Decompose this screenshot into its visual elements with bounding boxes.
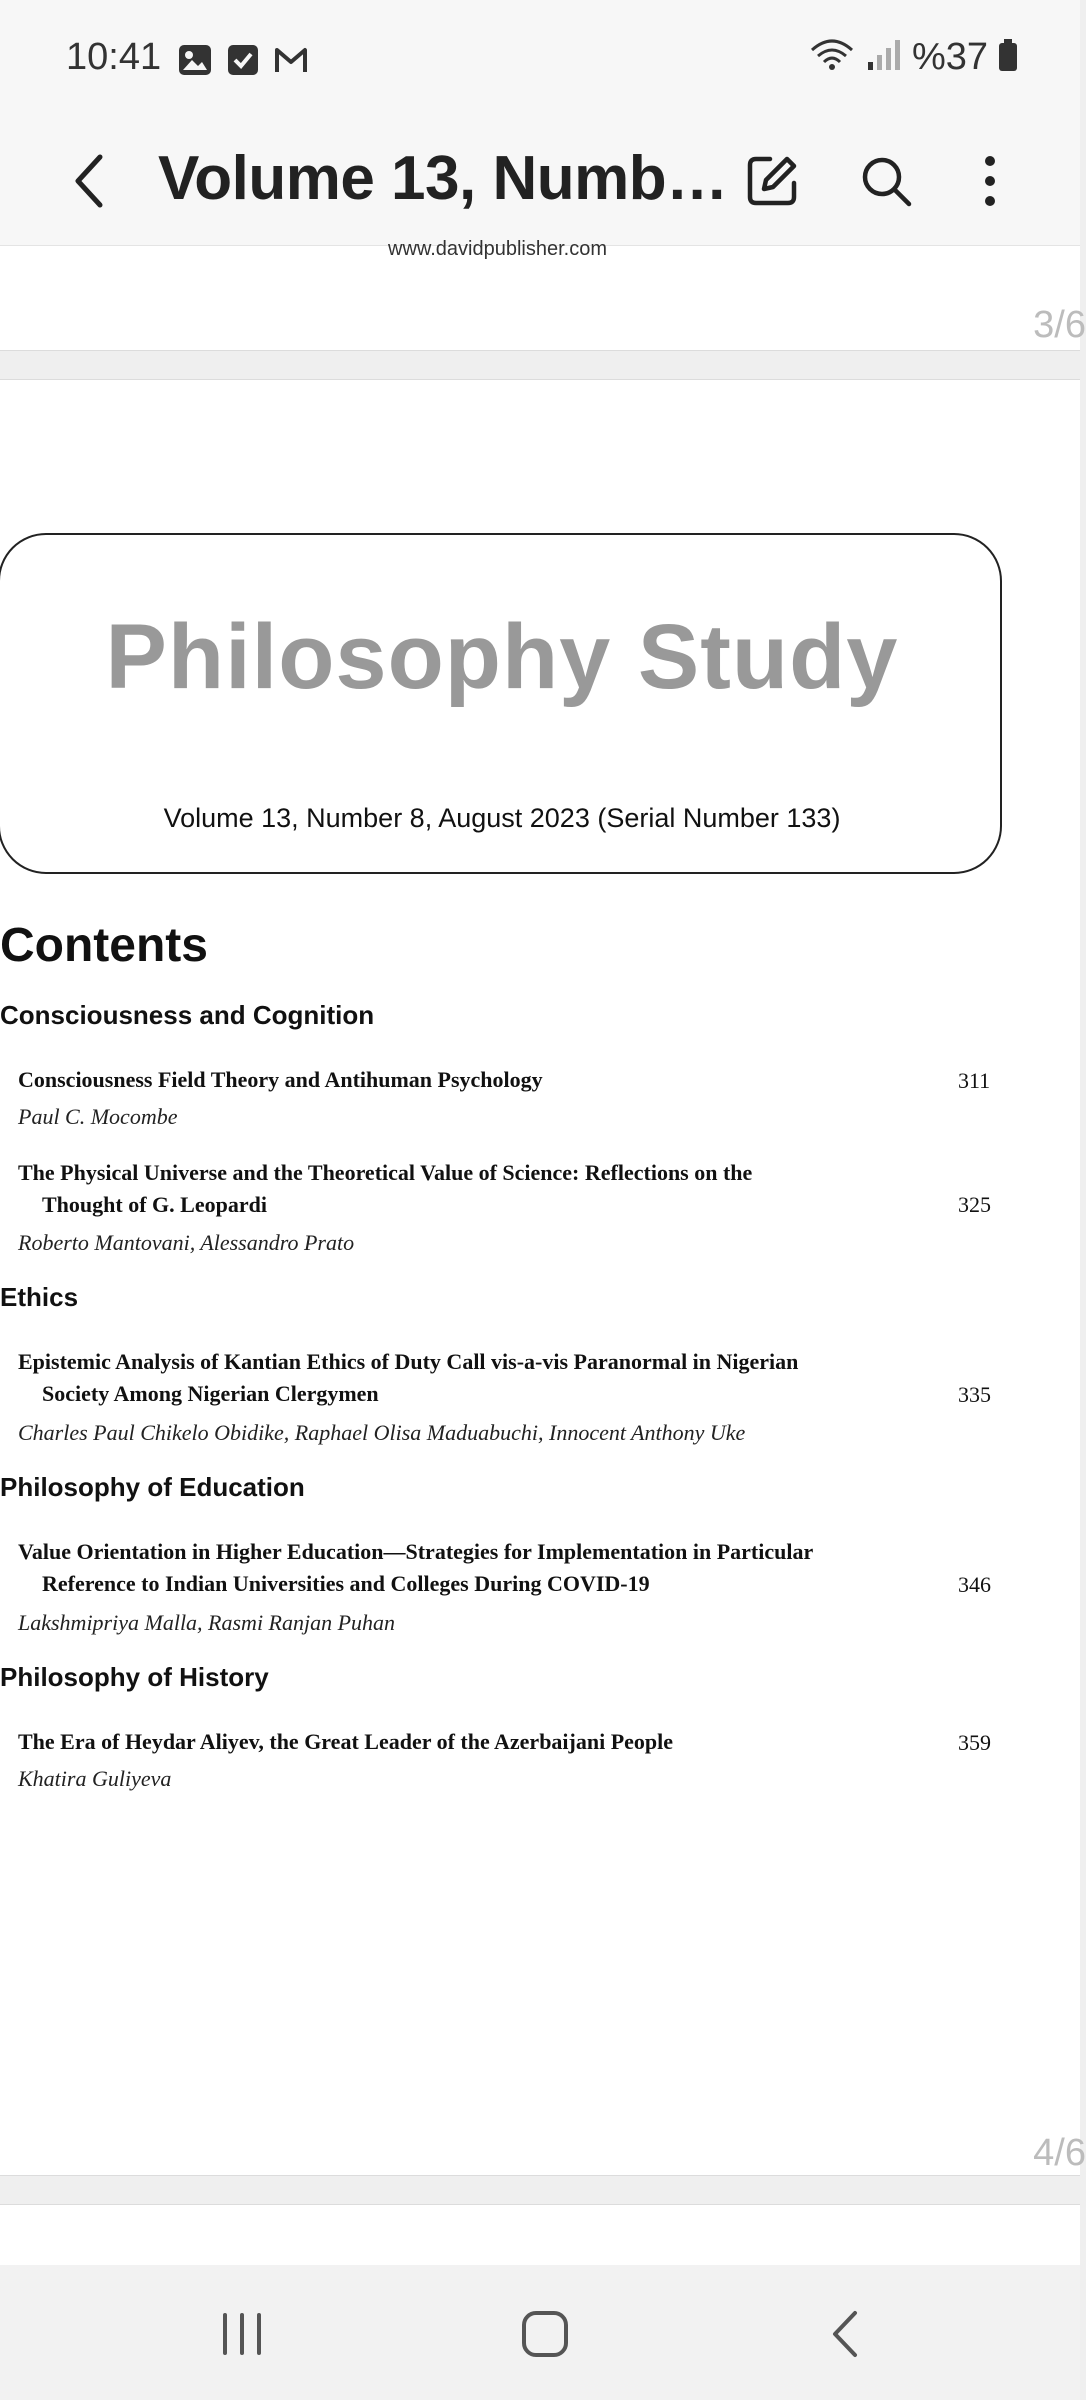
article-authors: Paul C. Mocombe: [18, 1104, 178, 1129]
section-heading: Philosophy of Education: [0, 1472, 305, 1502]
more-options-button[interactable]: [950, 138, 1030, 224]
article-title-line: The Era of Heydar Aliyev, the Great Leader of the Azerbaijani People: [18, 1729, 674, 1754]
publisher-url: www.davidpublisher.com: [388, 238, 607, 260]
page-divider: [0, 2175, 1080, 2205]
document-page[interactable]: [0, 380, 1086, 2175]
article-title-line: Society Among Nigerian Clergymen: [42, 1381, 379, 1406]
article-title[interactable]: [18, 1346, 898, 1410]
back-button[interactable]: [56, 138, 120, 224]
journal-issue: Volume 13, Number 8, August 2023 (Serial Number 133): [163, 803, 841, 833]
article-authors: Charles Paul Chikelo Obidike, Raphael Olisa Maduabuchi, Innocent Anthony Uke: [18, 1420, 746, 1445]
home-button[interactable]: [500, 2299, 590, 2369]
notification-icons: [178, 44, 308, 76]
recent-apps-icon: [219, 2311, 265, 2357]
nav-back-button[interactable]: [800, 2299, 890, 2369]
article-title[interactable]: [18, 1157, 898, 1221]
system-status: [808, 36, 1018, 79]
article-title-line: Epistemic Analysis of Kantian Ethics of Duty Call vis-a-vis Paranormal in Nigerian: [18, 1349, 799, 1374]
article-authors: Roberto Mantovani, Alessandro Prato: [18, 1230, 355, 1255]
gallery-icon: [178, 44, 212, 76]
section-heading: Consciousness and Cognition: [0, 1000, 375, 1030]
search-button[interactable]: [846, 138, 926, 224]
previous-page[interactable]: [0, 238, 1086, 350]
checkbox-icon: [226, 44, 260, 76]
article-page-number: 311: [958, 1068, 991, 1093]
page-number-indicator: 3/6: [1033, 304, 1086, 346]
document-title: Volume 13, Numb…: [158, 144, 728, 213]
article-title-line: Consciousness Field Theory and Antihuman Psychology: [18, 1067, 543, 1092]
article-title[interactable]: [18, 1064, 898, 1096]
edit-icon: [744, 153, 800, 209]
article-page-number: 359: [958, 1730, 991, 1755]
edit-button[interactable]: [732, 138, 812, 224]
article-title-line: The Physical Universe and the Theoretical Value of Science: Reflections on the: [18, 1160, 753, 1185]
page-number-indicator: 4/6: [1033, 2132, 1086, 2174]
recent-apps-button[interactable]: [197, 2299, 287, 2369]
article-authors: Khatira Guliyeva: [18, 1766, 172, 1791]
status-time: 10:41: [66, 36, 162, 78]
article-title-line: Value Orientation in Higher Education—Strategies for Implementation in Particular: [18, 1539, 814, 1564]
section-heading: Ethics: [0, 1282, 79, 1312]
signal-icon: [866, 38, 902, 77]
article-page-number: 346: [958, 1572, 991, 1597]
article-title[interactable]: [18, 1726, 898, 1758]
wifi-icon: [808, 38, 856, 77]
page-divider: [0, 350, 1080, 380]
home-icon: [520, 2309, 570, 2359]
next-page[interactable]: [0, 2205, 1080, 2265]
status-bar: [0, 0, 1080, 118]
section-heading: Philosophy of History: [0, 1662, 269, 1692]
journal-header-box: [0, 533, 1002, 874]
battery-icon: [998, 38, 1018, 77]
contents-heading: Contents: [0, 919, 208, 972]
journal-title: Philosophy Study: [105, 606, 899, 708]
more-vertical-icon: [980, 153, 1000, 209]
back-arrow-icon: [68, 151, 108, 211]
gmail-icon: [274, 44, 308, 76]
article-title-line: Reference to Indian Universities and Colleges During COVID-19: [42, 1571, 650, 1596]
article-title[interactable]: [18, 1536, 898, 1600]
article-title-line: Thought of G. Leopardi: [42, 1192, 267, 1217]
nav-back-icon: [825, 2309, 865, 2359]
article-page-number: 335: [958, 1382, 991, 1407]
battery-percent: %37: [911, 36, 988, 78]
app-bar: [0, 118, 1080, 246]
navigation-bar: [0, 2265, 1080, 2400]
search-icon: [858, 153, 914, 209]
article-authors: Lakshmipriya Malla, Rasmi Ranjan Puhan: [18, 1610, 396, 1635]
article-page-number: 325: [958, 1192, 991, 1217]
